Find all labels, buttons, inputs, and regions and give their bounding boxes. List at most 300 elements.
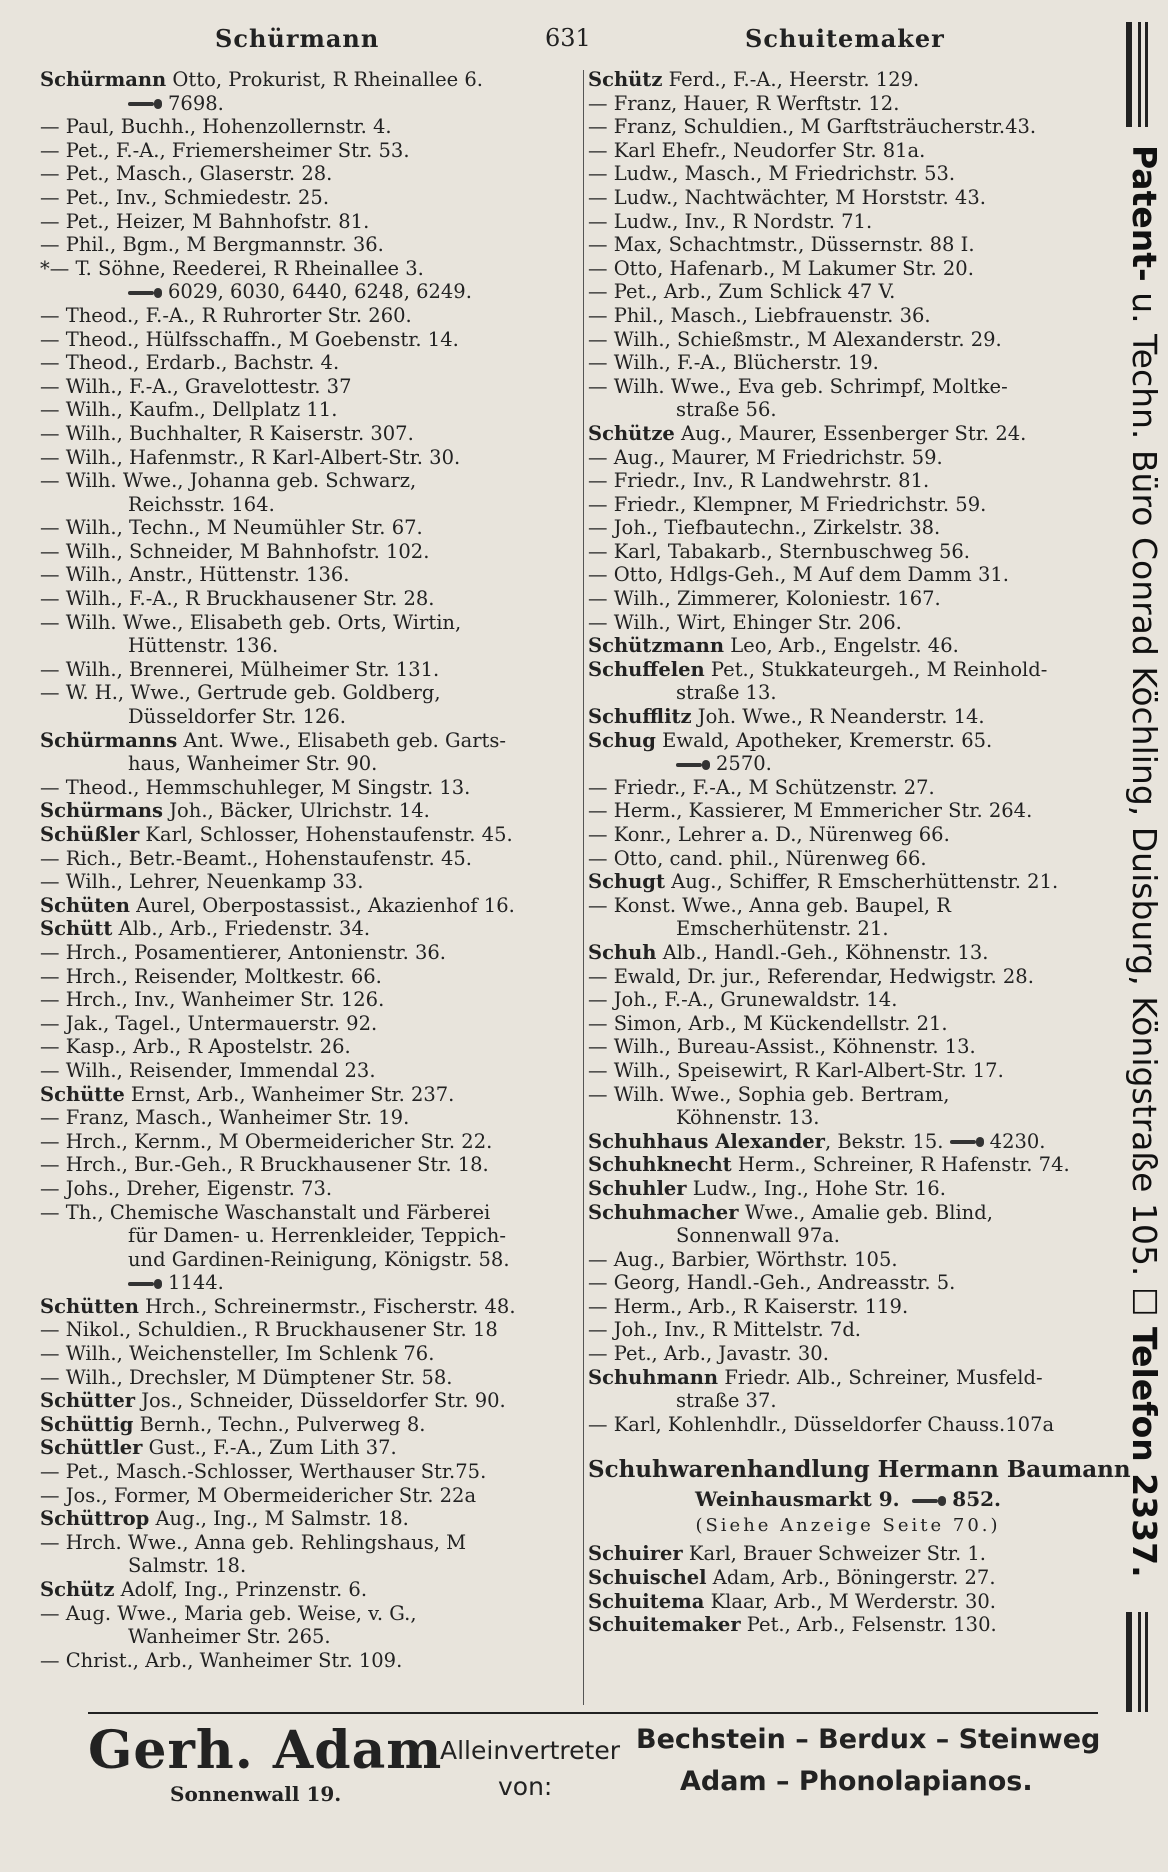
entry-text: — Pet., Heizer, M Bahnhofstr. 81.	[40, 209, 370, 233]
entry-text: — Wilh., Speisewirt, R Karl-Albert-Str. 17.	[588, 1058, 1004, 1082]
entry-text: Karl, Brauer Schweizer Str. 1.	[682, 1542, 986, 1566]
entry-text: — Joh., Tiefbautechn., Zirkelstr. 38.	[588, 516, 941, 540]
entry-text: — Wilh., Anstr., Hüttenstr. 136.	[40, 563, 350, 587]
entry-surname: Schuhhaus Alexander	[588, 1129, 825, 1153]
baumann-tel: 852.	[952, 1487, 1002, 1512]
directory-entry	[40, 1342, 580, 1366]
entry-text: — Wilh., F.-A., R Bruckhausener Str. 28.	[40, 587, 435, 611]
footer-von: von:	[498, 1772, 553, 1801]
directory-entry	[40, 941, 580, 965]
entry-text: — Georg, Handl.-Geh., Andreasstr. 5.	[588, 1271, 956, 1295]
entry-text: — Theod., Hülfsschaffn., M Goebenstr. 14.	[40, 327, 459, 351]
directory-entry	[588, 776, 1108, 800]
directory-entry	[588, 894, 1108, 918]
telephone-icon	[676, 760, 710, 770]
entry-phone: 4230.	[989, 1129, 1046, 1153]
entry-text: Aug., Ing., M Salmstr. 18.	[149, 1507, 409, 1531]
entry-text: — Wilh. Wwe., Johanna geb. Schwarz,	[40, 469, 417, 493]
entry-text: — Kasp., Arb., R Apostelstr. 26.	[40, 1035, 351, 1059]
directory-entry	[588, 493, 1108, 517]
entry-text: Karl, Schlosser, Hohenstaufenstr. 45.	[139, 823, 513, 846]
entry-text: — Pet., Arb., Javastr. 30.	[588, 1342, 829, 1366]
directory-entry	[588, 1366, 1108, 1390]
entry-text: — Aug., Barbier, Wörthstr. 105.	[588, 1247, 898, 1271]
entry-text: — Karl, Kohlenhdlr., Düsseldorfer Chauss.107a	[588, 1412, 1055, 1436]
entry-text: — Theod., Erdarb., Bachstr. 4.	[40, 351, 340, 375]
directory-entry	[40, 186, 580, 210]
directory-entry	[40, 681, 580, 705]
directory-entry	[40, 351, 580, 375]
entry-continuation: Wanheimer Str. 265.	[128, 1625, 331, 1649]
directory-entry	[40, 1389, 580, 1413]
directory-entry	[588, 375, 1108, 399]
directory-entry	[588, 328, 1108, 352]
right-column-entries	[588, 68, 1108, 1436]
entry-text: — Konr., Lehrer a. D., Nürenweg 66.	[588, 823, 950, 846]
entry-text: — Pet., Arb., Zum Schlick 47 V.	[588, 280, 896, 304]
entry-text: Adolf, Ing., Prinzenstr. 6.	[114, 1578, 368, 1601]
entry-text: — Rich., Betr.-Beamt., Hohenstaufenstr. 45.	[40, 846, 472, 870]
entry-text: Aurel, Oberpostassist., Akazienhof 16.	[129, 893, 515, 917]
entry-text: — Wilh., F.-A., Blücherstr. 19.	[588, 351, 879, 375]
entry-text: Hrch., Schreinermstr., Fischerstr. 48.	[138, 1294, 516, 1318]
entry-surname: Schuhknecht	[588, 1153, 732, 1177]
directory-entry	[588, 1318, 1108, 1342]
directory-entry	[588, 540, 1108, 564]
entry-text: Ant. Wwe., Elisabeth geb. Garts-	[177, 728, 506, 752]
entry-phone: 1144.	[168, 1271, 224, 1295]
directory-entry	[588, 823, 1108, 847]
entry-text: — Hrch., Kernm., M Obermeidericher Str. 22.	[40, 1129, 493, 1153]
directory-entry	[588, 68, 1108, 92]
entry-text: — Phil., Bgm., M Bergmannstr. 36.	[40, 233, 384, 257]
entry-surname: Schüttler	[40, 1436, 143, 1460]
entry-text: — Franz, Hauer, R Werftstr. 12.	[588, 91, 900, 115]
entry-text: — Wilh., Drechsler, M Dümptener Str. 58.	[40, 1365, 453, 1389]
footer-address: Sonnenwall 19.	[170, 1782, 342, 1806]
entry-text: — Phil., Masch., Liebfrauenstr. 36.	[588, 303, 931, 327]
directory-entry	[588, 634, 1108, 658]
directory-entry	[40, 139, 580, 163]
entry-surname: Schüttrop	[40, 1507, 150, 1531]
entry-text: Pet., Arb., Felsenstr. 130.	[740, 1613, 997, 1637]
entry-text: — Ludw., Inv., R Nordstr. 71.	[588, 209, 873, 233]
entry-text: — Otto, cand. phil., Nürenweg 66.	[588, 846, 927, 870]
directory-entry	[588, 611, 1108, 635]
entry-text: — Jos., Former, M Obermeidericher Str. 22a	[40, 1483, 477, 1507]
directory-entry	[40, 398, 580, 422]
directory-entry	[40, 493, 580, 517]
directory-entry	[40, 1318, 580, 1342]
directory-entry	[588, 729, 1108, 753]
directory-entry	[40, 634, 580, 658]
entry-surname: Schuitema	[588, 1589, 705, 1613]
directory-entry	[40, 375, 580, 399]
directory-entry	[40, 1059, 580, 1083]
directory-entry	[40, 115, 580, 139]
telephone-icon	[912, 1496, 946, 1506]
directory-entry	[588, 1271, 1108, 1295]
baumann-see-ad: (Siehe Anzeige Seite 70.)	[695, 1515, 1001, 1537]
directory-entry	[40, 1130, 580, 1154]
directory-entry	[588, 1342, 1108, 1366]
header-right: Schuitemaker	[745, 24, 945, 53]
directory-entry	[40, 68, 580, 92]
entry-text: — Wilh., Schießmstr., M Alexanderstr. 29.	[588, 327, 1002, 351]
directory-entry	[588, 257, 1108, 281]
entry-surname: Schuhler	[588, 1176, 687, 1200]
entry-text: — Herm., Kassierer, M Emmericher Str. 264.	[588, 799, 1033, 823]
directory-entry	[40, 1106, 580, 1130]
directory-entry	[588, 446, 1108, 470]
directory-entry	[40, 870, 580, 894]
directory-entry	[40, 162, 580, 186]
directory-entry	[588, 563, 1108, 587]
footer-advertisement	[88, 1712, 1101, 1814]
directory-entry	[588, 1248, 1108, 1272]
directory-entry	[588, 1106, 1108, 1130]
entry-text: — Pet., F.-A., Friemersheimer Str. 53.	[40, 138, 410, 162]
entry-text: , Bekstr. 15.	[824, 1129, 944, 1153]
entry-text: — Wilh., Lehrer, Neuenkamp 33.	[40, 870, 364, 894]
entry-surname: Schüten	[40, 893, 130, 917]
entry-continuation: Sonnenwall 97a.	[676, 1224, 840, 1248]
entry-surname: Schürmans	[40, 799, 164, 823]
entry-surname: Schuffelen	[588, 657, 705, 681]
entry-text: — Karl Ehefr., Neudorfer Str. 81a.	[588, 138, 926, 162]
entry-surname: Schuitemaker	[588, 1613, 741, 1637]
directory-entry	[40, 1271, 580, 1295]
entry-continuation: straße 56.	[676, 398, 777, 422]
directory-entry	[40, 328, 580, 352]
footer-company-name: Gerh. Adam	[88, 1720, 443, 1781]
telephone-icon	[950, 1137, 984, 1147]
entry-phone: 6029, 6030, 6440, 6248, 6249.	[168, 280, 472, 304]
entry-phone: 7698.	[168, 91, 224, 115]
entry-text: Leo, Arb., Engelstr. 46.	[724, 634, 959, 658]
entry-surname: Schuischel	[588, 1566, 707, 1590]
directory-entry	[40, 446, 580, 470]
entry-text: — Pet., Masch., Glaserstr. 28.	[40, 162, 333, 186]
directory-entry	[588, 1177, 1108, 1201]
entry-text: Bernh., Techn., Pulverweg 8.	[133, 1412, 426, 1436]
entry-text: — Wilh., Weichensteller, Im Schlenk 76.	[40, 1342, 435, 1366]
entry-text: Ewald, Apotheker, Kremerstr. 65.	[655, 728, 993, 752]
entry-surname: Schuh	[588, 940, 657, 964]
side-ad-bold1: Patent-	[1125, 145, 1164, 282]
directory-entry	[40, 516, 580, 540]
directory-entry	[588, 233, 1108, 257]
directory-entry	[588, 516, 1108, 540]
directory-entry	[588, 162, 1108, 186]
side-ad-telefon: Telefon 2337.	[1125, 1327, 1164, 1578]
entry-text: — Joh., Inv., R Mittelstr. 7d.	[588, 1318, 862, 1342]
directory-entry	[40, 1436, 580, 1460]
entry-text: Jos., Schneider, Düsseldorfer Str. 90.	[135, 1389, 506, 1413]
entry-text: — Aug. Wwe., Maria geb. Weise, v. G.,	[40, 1601, 417, 1625]
entry-text: — W. H., Wwe., Gertrude geb. Goldberg,	[40, 681, 441, 705]
entry-text: Friedr. Alb., Schreiner, Musfeld-	[718, 1365, 1043, 1389]
entry-surname: Schütz	[40, 1578, 115, 1601]
baumann-address: Weinhausmarkt 9.	[694, 1487, 900, 1512]
directory-entry	[40, 1507, 580, 1531]
directory-entry	[588, 681, 1108, 705]
footer-brands-line2: Adam – Phonolapianos.	[680, 1766, 1033, 1797]
entry-surname: Schüttig	[40, 1412, 134, 1436]
directory-entry	[40, 658, 580, 682]
entry-text: — Karl, Tabakarb., Sternbuschweg 56.	[588, 539, 970, 563]
directory-entry	[588, 917, 1108, 941]
entry-text: — Johs., Dreher, Eigenstr. 73.	[40, 1176, 333, 1200]
directory-entry	[588, 870, 1108, 894]
entry-surname: Schütten	[40, 1294, 139, 1318]
entry-surname: Schürmann	[40, 68, 167, 91]
page-number: 631	[545, 24, 591, 52]
entry-text: Gust., F.-A., Zum Lith 37.	[142, 1436, 397, 1460]
directory-entry	[40, 705, 580, 729]
entry-text: — Otto, Hafenarb., M Lakumer Str. 20.	[588, 256, 974, 280]
entry-text: — Franz, Schuldien., M Garftsträucherstr.43.	[588, 115, 1037, 139]
entry-text: — Wilh. Wwe., Sophia geb. Bertram,	[588, 1082, 950, 1106]
left-column	[40, 68, 580, 1672]
directory-entry	[40, 233, 580, 257]
entry-surname: Schuirer	[588, 1542, 683, 1566]
directory-entry	[40, 776, 580, 800]
directory-entry	[588, 398, 1108, 422]
right-column-tail	[588, 1542, 1108, 1636]
directory-entry	[40, 1554, 580, 1578]
directory-entry	[588, 847, 1108, 871]
directory-entry	[40, 823, 580, 847]
entry-text: — Paul, Buchh., Hohenzollernstr. 4.	[40, 115, 392, 139]
entry-surname: Schugt	[588, 870, 665, 894]
entry-text: — Max, Schachtmstr., Düssernstr. 88 I.	[588, 233, 975, 257]
entry-text: — Simon, Arb., M Kückendellstr. 21.	[588, 1011, 948, 1035]
directory-entry	[40, 280, 580, 304]
directory-entry	[40, 1035, 580, 1059]
telephone-icon	[128, 99, 162, 109]
entry-text: — Wilh. Wwe., Elisabeth geb. Orts, Wirtin,	[40, 610, 462, 634]
baumann-address-line	[588, 1488, 1108, 1514]
directory-entry	[40, 210, 580, 234]
directory-entry	[588, 210, 1108, 234]
entry-text: Ferd., F.-A., Heerstr. 129.	[662, 68, 920, 91]
directory-entry	[40, 1531, 580, 1555]
entry-continuation: Düsseldorfer Str. 126.	[128, 705, 346, 729]
entry-continuation: haus, Wanheimer Str. 90.	[128, 752, 378, 776]
entry-surname: Schütt	[40, 917, 113, 941]
directory-entry	[588, 965, 1108, 989]
entry-text: — Th., Chemische Waschanstalt und Färberei	[40, 1200, 491, 1224]
entry-text: — Wilh., Zimmerer, Koloniestr. 167.	[588, 587, 941, 611]
entry-text: Ernst, Arb., Wanheimer Str. 237.	[124, 1082, 455, 1106]
entry-text: — Konst. Wwe., Anna geb. Baupel, R	[588, 893, 951, 917]
entry-text: Aug., Maurer, Essenberger Str. 24.	[674, 421, 1027, 445]
entry-text: — Wilh., Wirt, Ehinger Str. 206.	[588, 610, 902, 634]
entry-surname: Schütter	[40, 1389, 136, 1413]
entry-text: — Wilh., Hafenmstr., R Karl-Albert-Str. 30.	[40, 445, 461, 469]
entry-surname: Schütz	[588, 68, 663, 91]
directory-entry	[40, 1295, 580, 1319]
directory-entry	[588, 1035, 1108, 1059]
entry-surname: Schüßler	[40, 823, 140, 846]
entry-text: — Wilh., Bureau-Assist., Köhnenstr. 13.	[588, 1035, 976, 1059]
entry-text: — Wilh., F.-A., Gravelottestr. 37	[40, 374, 352, 398]
directory-entry	[588, 351, 1108, 375]
entry-continuation: straße 13.	[676, 681, 777, 705]
entry-text: — Friedr., F.-A., M Schützenstr. 27.	[588, 775, 935, 799]
directory-entry	[40, 1578, 580, 1602]
directory-entry	[40, 1460, 580, 1484]
entry-text: — Hrch., Posamentierer, Antonienstr. 36.	[40, 940, 446, 964]
advertisement-baumann	[588, 1456, 1131, 1542]
entry-text: — Wilh., Techn., M Neumühler Str. 67.	[40, 516, 423, 540]
directory-entry	[40, 1177, 580, 1201]
directory-entry	[588, 186, 1108, 210]
telephone-icon	[128, 1279, 162, 1289]
directory-entry	[40, 847, 580, 871]
entry-text: — Wilh., Reisender, Immendal 23.	[40, 1058, 376, 1082]
directory-entry	[40, 304, 580, 328]
entry-text: Alb., Arb., Friedenstr. 34.	[112, 917, 371, 941]
directory-entry	[588, 1413, 1108, 1437]
entry-surname: Schug	[588, 728, 656, 752]
directory-entry	[588, 587, 1108, 611]
directory-entry	[588, 115, 1108, 139]
directory-entry	[40, 1602, 580, 1626]
entry-text: — Wilh., Brennerei, Mülheimer Str. 131.	[40, 657, 440, 681]
directory-entry	[40, 1201, 580, 1225]
directory-entry	[588, 705, 1108, 729]
entry-text: Joh., Bäcker, Ulrichstr. 14.	[163, 799, 430, 823]
entry-text: Ludw., Ing., Hohe Str. 16.	[686, 1176, 946, 1200]
directory-entry	[588, 1012, 1108, 1036]
directory-entry	[40, 1625, 580, 1649]
directory-entry	[588, 1224, 1108, 1248]
directory-entry	[588, 1590, 1108, 1614]
directory-entry	[588, 1059, 1108, 1083]
entry-text: — Hrch., Bur.-Geh., R Bruckhausener Str. 18.	[40, 1153, 489, 1177]
directory-entry	[588, 1295, 1108, 1319]
entry-continuation: Salmstr. 18.	[128, 1554, 247, 1578]
entry-text: — Wilh., Kaufm., Dellplatz 11.	[40, 398, 338, 422]
directory-entry	[40, 1649, 580, 1673]
directory-entry	[40, 1484, 580, 1508]
entry-text: Aug., Schiffer, R Emscherhüttenstr. 21.	[664, 870, 1059, 894]
side-ad-text: u. Techn. Büro Conrad Köchling, Duisburg, Königstraße 105.	[1125, 281, 1164, 1277]
entry-text: — Friedr., Inv., R Landwehrstr. 81.	[588, 469, 930, 493]
directory-entry	[40, 1248, 580, 1272]
footer-alleinvertreter: Alleinvertreter	[440, 1736, 620, 1765]
directory-entry	[40, 894, 580, 918]
directory-entry	[588, 1389, 1108, 1413]
directory-entry	[588, 304, 1108, 328]
directory-entry	[40, 611, 580, 635]
directory-entry	[588, 1153, 1108, 1177]
entry-continuation: straße 37.	[676, 1389, 777, 1413]
baumann-title: Schuhwarenhandlung Hermann Baumann	[588, 1456, 1131, 1484]
entry-text: — Pet., Inv., Schmiedestr. 25.	[40, 185, 330, 209]
entry-text: Otto, Prokurist, R Rheinallee 6.	[166, 68, 484, 91]
directory-entry	[40, 1413, 580, 1437]
entry-continuation: Reichsstr. 164.	[128, 492, 275, 516]
entry-text: — Joh., F.-A., Grunewaldstr. 14.	[588, 988, 898, 1012]
directory-entry	[40, 965, 580, 989]
directory-entry	[40, 1153, 580, 1177]
entry-text: — Theod., F.-A., R Ruhrorter Str. 260.	[40, 303, 412, 327]
side-advertisement	[1120, 145, 1164, 1685]
entry-continuation: und Gardinen-Reinigung, Königstr. 58.	[128, 1247, 510, 1271]
entry-surname: Schützmann	[588, 634, 725, 658]
telephone-icon	[128, 288, 162, 298]
directory-entry	[40, 1012, 580, 1036]
directory-entry	[588, 1613, 1108, 1637]
directory-entry	[588, 139, 1108, 163]
footer-brands-line1: Bechstein – Berdux – Steinweg	[636, 1724, 1101, 1755]
directory-entry	[40, 1366, 580, 1390]
directory-entry	[40, 469, 580, 493]
directory-entry	[588, 799, 1108, 823]
directory-entry	[588, 752, 1108, 776]
directory-entry	[40, 917, 580, 941]
directory-entry	[40, 752, 580, 776]
entry-surname: Schufflitz	[588, 705, 692, 729]
directory-entry	[588, 1542, 1108, 1566]
directory-entry	[588, 92, 1108, 116]
directory-entry	[40, 1224, 580, 1248]
entry-text: — Christ., Arb., Wanheimer Str. 109.	[40, 1648, 403, 1672]
entry-text: — Hrch., Reisender, Moltkestr. 66.	[40, 964, 382, 988]
entry-continuation: Emscherhütenstr. 21.	[676, 917, 889, 941]
directory-entry	[40, 587, 580, 611]
entry-text: — Ewald, Dr. jur., Referendar, Hedwigstr. 28.	[588, 964, 1034, 988]
directory-entry	[588, 469, 1108, 493]
directory-entry	[40, 422, 580, 446]
column-divider	[583, 70, 584, 1705]
directory-entry	[588, 988, 1108, 1012]
entry-surname: Schütze	[588, 421, 675, 445]
entry-text: — Hrch. Wwe., Anna geb. Rehlingshaus, M	[40, 1530, 467, 1554]
directory-entry	[40, 1083, 580, 1107]
entry-surname: Schürmanns	[40, 728, 178, 752]
directory-entry	[588, 1566, 1108, 1590]
entry-surname: Schuhmacher	[588, 1200, 739, 1224]
directory-entry	[40, 92, 580, 116]
entry-text: — Nikol., Schuldien., R Bruckhausener Str. 18	[40, 1318, 498, 1342]
directory-entry	[40, 540, 580, 564]
entry-text: — Hrch., Inv., Wanheimer Str. 126.	[40, 988, 385, 1012]
directory-entry	[588, 941, 1108, 965]
side-ad-symbol: ☐	[1125, 1286, 1164, 1317]
entry-continuation: für Damen- u. Herrenkleider, Teppich-	[128, 1224, 506, 1248]
entry-text: *— T. Söhne, Reederei, R Rheinallee 3.	[40, 256, 424, 280]
right-column	[588, 68, 1131, 1637]
directory-entry	[40, 257, 580, 281]
entry-text: — Ludw., Masch., M Friedrichstr. 53.	[588, 162, 956, 186]
entry-text: Pet., Stukkateurgeh., M Reinhold-	[704, 657, 1048, 681]
page-header	[40, 18, 1080, 58]
directory-entry	[40, 729, 580, 753]
entry-text: — Otto, Hdlgs-Geh., M Auf dem Damm 31.	[588, 563, 1009, 587]
entry-text: Alb., Handl.-Geh., Köhnenstr. 13.	[656, 940, 989, 964]
entry-text: Herm., Schreiner, R Hafenstr. 74.	[731, 1153, 1070, 1177]
directory-entry	[40, 799, 580, 823]
entry-continuation: Köhnenstr. 13.	[676, 1106, 820, 1130]
directory-entry	[588, 1130, 1108, 1154]
directory-entry	[588, 1083, 1108, 1107]
entry-text: — Pet., Masch.-Schlosser, Werthauser Str.75.	[40, 1460, 487, 1484]
entry-text: — Wilh., Schneider, M Bahnhofstr. 102.	[40, 539, 430, 563]
